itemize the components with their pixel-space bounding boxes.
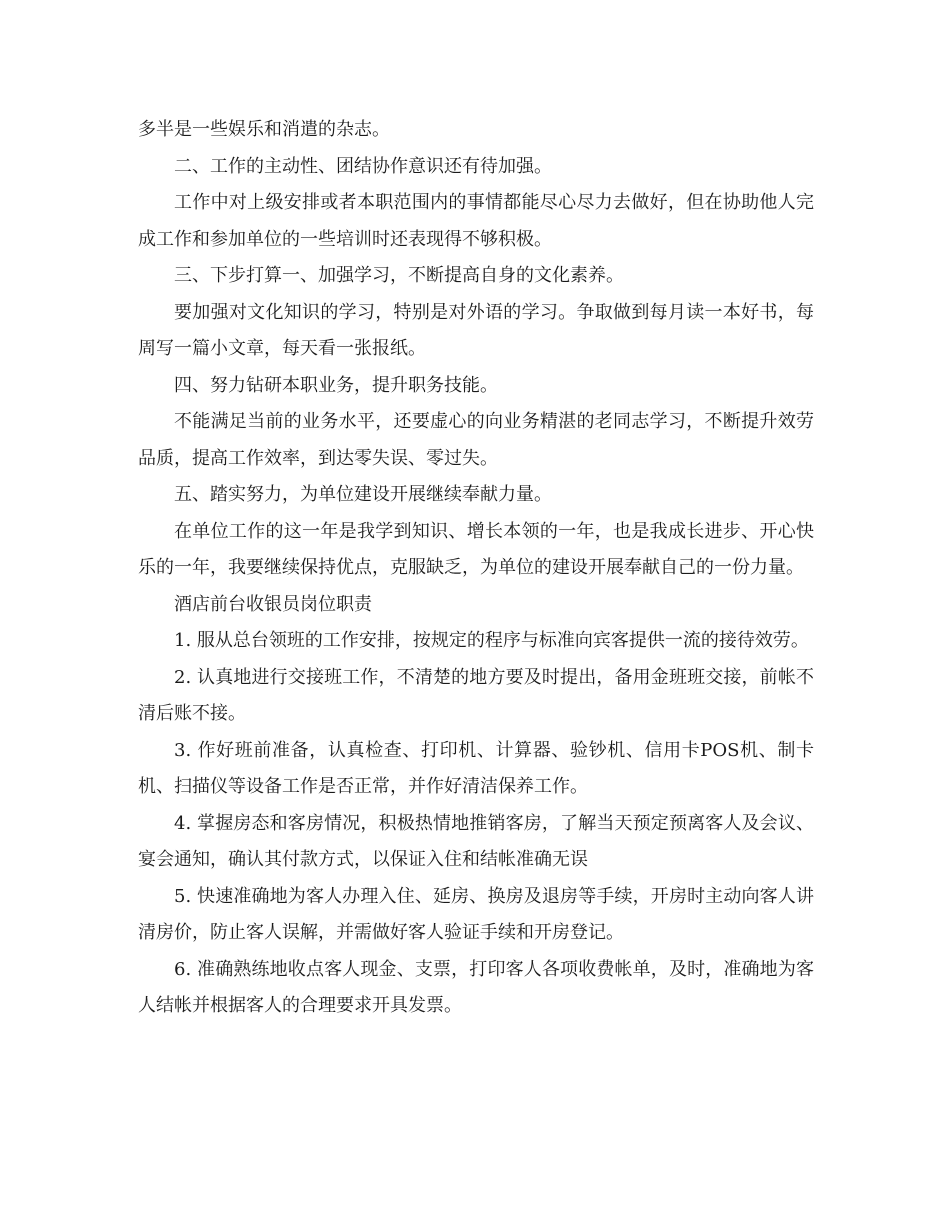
section-title: 酒店前台收银员岗位职责 bbox=[174, 593, 372, 615]
heading-3: 三、下步打算一、加强学习，不断提高自身的文化素养。 bbox=[174, 265, 624, 286]
list-item: 4. 掌握房态和客房情况，积极热情地推销客房，了解当天预定预离客人及会议、宴会通知，确认其付款方式，以保证入住和结帐准确无误 bbox=[138, 812, 814, 870]
list-item: 2. 认真地进行交接班工作，不清楚的地方要及时提出，备用金班班交接，前帐不清后账不接。 bbox=[138, 666, 814, 724]
list-item: 6. 准确熟练地收点客人现金、支票，打印客人各项收费帐单，及时，准确地为客人结帐并根据客人的合理要求开具发票。 bbox=[138, 958, 814, 1016]
list-item: 5. 快速准确地为客人办理入住、延房、换房及退房等手续，开房时主动向客人讲清房价，防止客人误解，并需做好客人验证手续和开房登记。 bbox=[138, 885, 814, 943]
heading-2: 二、工作的主动性、团结协作意识还有待加强。 bbox=[174, 155, 552, 177]
list-item: 3. 作好班前准备，认真检查、打印机、计算器、验钞机、信用卡POS机、制卡机、扫描仪等设备工作是否正常，并作好清洁保养工作。 bbox=[138, 739, 814, 797]
heading-5: 五、踏实努力，为单位建设开展继续奉献力量。 bbox=[174, 484, 552, 505]
paragraph-continuation: 多半是一些娱乐和消遣的杂志。 bbox=[138, 119, 390, 140]
document-body bbox=[138, 112, 814, 1025]
paragraph: 工作中对上级安排或者本职范围内的事情都能尽心尽力去做好，但在协助他人完成工作和参加单位的一些培训时还表现得不够积极。 bbox=[138, 192, 814, 250]
list-item: 1. 服从总台领班的工作安排，按规定的程序与标准向宾客提供一流的接待效劳。 bbox=[174, 630, 809, 651]
paragraph: 要加强对文化知识的学习，特别是对外语的学习。争取做到每月读一本好书，每周写一篇小文章，每天看一张报纸。 bbox=[138, 301, 814, 359]
heading-4: 四、努力钻研本职业务，提升职务技能。 bbox=[174, 374, 498, 396]
paragraph: 不能满足当前的业务水平，还要虚心的向业务精湛的老同志学习，不断提升效劳品质，提高工作效率，到达零失误、零过失。 bbox=[138, 411, 814, 469]
paragraph: 在单位工作的这一年是我学到知识、增长本领的一年，也是我成长进步、开心快乐的一年，我要继续保持优点，克服缺乏，为单位的建设开展奉献自己的一份力量。 bbox=[138, 520, 814, 578]
